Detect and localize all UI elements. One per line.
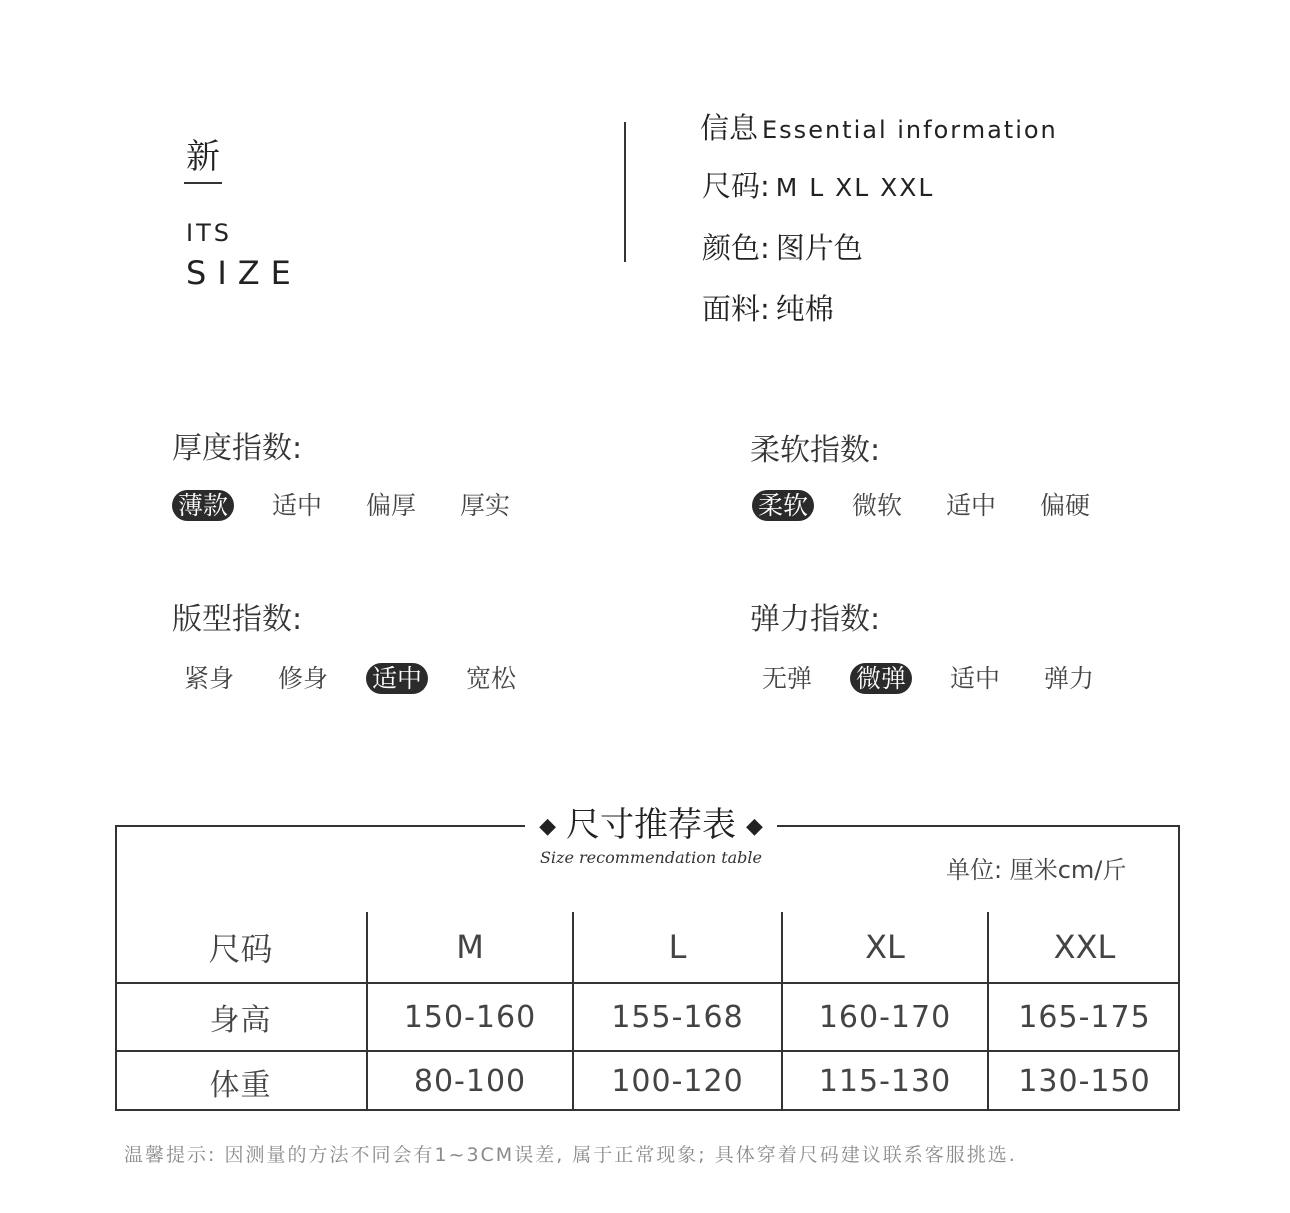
fit-index-options (178, 663, 554, 694)
fit-option: 适中 (366, 663, 428, 694)
table-cell: 165-175 (988, 983, 1180, 1051)
stretch-option: 微弹 (850, 663, 912, 694)
diamond-icon: ◆ (539, 813, 556, 839)
info-title (700, 111, 1058, 145)
fit-option: 修身 (278, 664, 329, 693)
softness-option: 偏硬 (1040, 491, 1091, 520)
diamond-icon: ◆ (746, 813, 763, 839)
info-material-label: 面料: (702, 292, 770, 326)
info-title-cn: 信息 (700, 111, 759, 145)
softness-index-options (752, 490, 1128, 521)
info-material-value: 纯棉 (775, 292, 834, 326)
info-title-en: Essential information (762, 116, 1058, 144)
brand-new-text: 新 (186, 137, 220, 177)
info-size-label: 尺码: (702, 169, 770, 203)
table-row-label: 体重 (115, 1051, 367, 1111)
brand-size-text: SIZE (186, 254, 302, 292)
table-header-label: 尺码 (115, 912, 367, 983)
info-color-value: 图片色 (775, 231, 863, 265)
size-table-subtitle: Size recommendation table (539, 848, 763, 867)
table-header-size: M (367, 912, 573, 983)
header-divider (624, 122, 626, 262)
table-cell: 160-170 (782, 983, 988, 1051)
size-table-title-text: 尺寸推荐表 (566, 805, 736, 845)
fit-index-title: 版型指数: (172, 602, 303, 637)
stretch-index-options (756, 663, 1132, 694)
table-cell: 80-100 (367, 1051, 573, 1111)
stretch-option: 适中 (950, 664, 1001, 693)
size-table-title (525, 805, 777, 845)
thickness-option: 厚实 (460, 491, 511, 520)
table-cell: 100-120 (573, 1051, 782, 1111)
info-color-label: 颜色: (702, 231, 770, 265)
table-cell: 115-130 (782, 1051, 988, 1111)
brand-its-text: ITS (186, 219, 232, 247)
fit-option: 宽松 (466, 664, 517, 693)
softness-index-title: 柔软指数: (750, 433, 881, 468)
info-size-value: M L XL XXL (775, 173, 935, 202)
size-table (115, 912, 1180, 1111)
table-row (115, 983, 1180, 1051)
softness-option: 柔软 (752, 490, 814, 521)
thickness-option: 偏厚 (366, 491, 417, 520)
table-header-size: XXL (988, 912, 1180, 983)
table-cell: 130-150 (988, 1051, 1180, 1111)
thickness-index-title: 厚度指数: (172, 431, 303, 466)
table-header-size: XL (782, 912, 988, 983)
thickness-index-options (172, 490, 548, 521)
table-cell: 150-160 (367, 983, 573, 1051)
stretch-index-title: 弹力指数: (750, 602, 881, 637)
table-row (115, 1051, 1180, 1111)
table-row-label: 身高 (115, 983, 367, 1051)
brand-underline (184, 182, 222, 184)
fit-option: 紧身 (184, 664, 235, 693)
table-row (115, 912, 1180, 983)
table-header-size: L (573, 912, 782, 983)
softness-option: 适中 (946, 491, 997, 520)
thickness-option: 适中 (272, 491, 323, 520)
table-cell: 155-168 (573, 983, 782, 1051)
info-size-row (702, 169, 935, 203)
stretch-option: 无弹 (762, 664, 813, 693)
softness-option: 微软 (852, 491, 903, 520)
info-material-row (702, 292, 834, 326)
stretch-option: 弹力 (1044, 664, 1095, 693)
thickness-option: 薄款 (172, 490, 234, 521)
footnote-tip: 温馨提示: 因测量的方法不同会有1~3CM误差, 属于正常现象; 具体穿着尺码建议联系客服挑选. (124, 1144, 1017, 1166)
info-color-row (702, 231, 863, 265)
size-table-unit: 单位: 厘米cm/斤 (946, 856, 1127, 884)
